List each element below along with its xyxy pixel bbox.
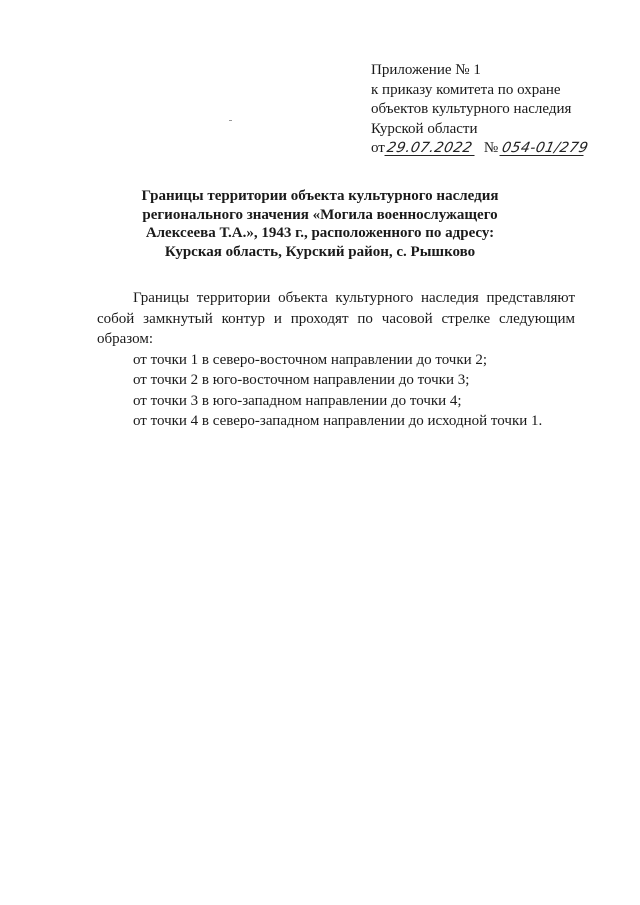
- title-line: регионального значения «Могила военнослужащего: [142, 206, 498, 223]
- appendix-region: Курской области: [371, 120, 478, 137]
- handwritten-date: 29.07.2022: [384, 141, 477, 156]
- boundary-item: от точки 2 в юго-восточном направлении до точки 3;: [133, 372, 470, 388]
- number-prefix: №: [483, 140, 499, 156]
- handwritten-order-number: 054-01/279: [500, 140, 591, 156]
- appendix-order-ref: к приказу комитета по охране: [371, 81, 561, 98]
- appendix-header: [371, 61, 591, 159]
- intro-paragraph: Границы территории объекта культурного наследия представляют собой замкнутый контур и проходят по часовой стрелке следующим образом:: [97, 290, 575, 347]
- appendix-number: Приложение № 1: [371, 62, 481, 78]
- title-line: Границы территории объекта культурного наследия: [141, 188, 499, 204]
- document-body: [97, 288, 575, 432]
- order-date-number-line: [371, 139, 591, 159]
- scan-speck: [229, 120, 232, 121]
- date-prefix: от: [371, 140, 385, 156]
- appendix-committee: объектов культурного наследия: [371, 101, 572, 117]
- title-line: Курская область, Курский район, с. Рышково: [164, 243, 476, 260]
- boundary-item: от точки 4 в северо-западном направлении до исходной точки 1.: [133, 413, 543, 429]
- document-title: [100, 187, 540, 261]
- boundary-item: от точки 1 в северо-восточном направлении до точки 2;: [133, 351, 488, 368]
- title-line: Алексеева Т.А.», 1943 г., расположенного по адресу:: [145, 225, 495, 241]
- boundary-item: от точки 3 в юго-западном направлении до точки 4;: [133, 392, 462, 409]
